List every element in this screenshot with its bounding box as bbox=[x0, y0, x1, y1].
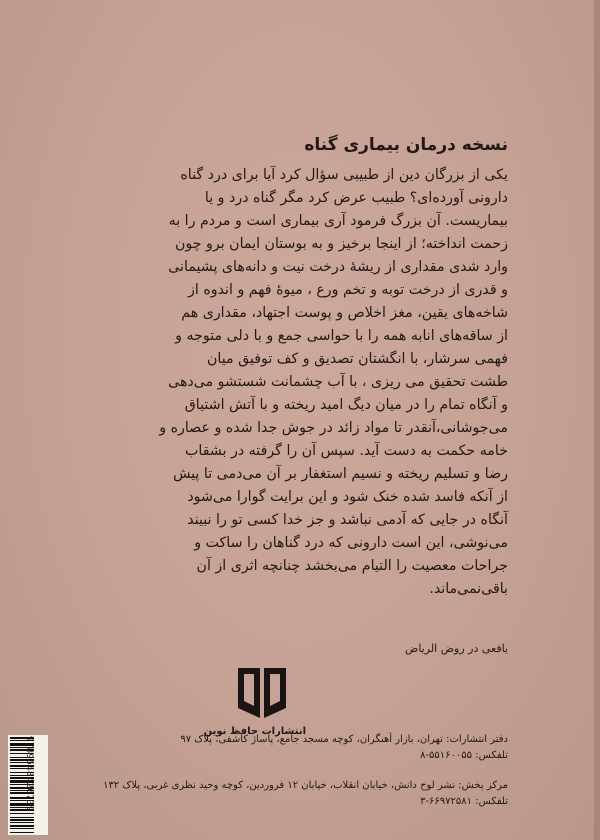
isbn-barcode bbox=[8, 735, 48, 835]
quote-source: یافعی در روض الریاض bbox=[405, 642, 508, 655]
publisher-logo-icon bbox=[232, 660, 292, 726]
publisher-info bbox=[88, 732, 508, 810]
publisher-phone: تلفکس: ۵۵۱۶۰۰۵۵-۸ bbox=[420, 750, 508, 761]
body-line: می‌جوشانی،آنقدر تا مواد زائد در جوش جدا شده و عصاره و bbox=[159, 420, 508, 436]
body-line: وارد شدی مقداری از ریشهٔ درخت نیت و دانه‌های پشیمانی bbox=[168, 259, 508, 275]
cover-edge bbox=[594, 0, 600, 840]
body-line: خامه حکمت به دست آید. سپس آن را گرفته در بشقاب bbox=[185, 443, 508, 459]
body-text bbox=[78, 164, 508, 601]
body-line: باقی‌نمی‌ماند. bbox=[429, 581, 508, 597]
body-line: جراحات معصیت را التیام می‌بخشد چنانچه اثری از آن bbox=[196, 558, 508, 574]
distributor-phone: تلفکس: ۶۶۹۷۲۵۸۱-۳ bbox=[420, 796, 508, 807]
distributor-address: مرکز پخش: نشر لوح دانش، خیابان انقلاب، خیابان ۱۲ فروردین، کوچه وحید نظری غربی، پلاک ۱۳۲ bbox=[103, 780, 508, 791]
body-line: و آنگاه تمام را در میان دیگ امید ریخته و با آتش اشتیاق bbox=[184, 397, 508, 413]
publisher-address: دفتر انتشارات: تهران، بازار آهنگران، کوچه مسجد جامع، پاساژ کاشفی، پلاک ۹۷ bbox=[180, 734, 508, 745]
body-line: از ساقه‌های انابه همه را با حواسی جمع و با دلی متوجه و bbox=[175, 328, 508, 344]
body-line: دارونی آورده‌ای؟ طبیب عرض کرد مگر گناه درد و یا bbox=[204, 190, 508, 206]
body-line: آنگاه در جایی که آدمی نباشد و جز خدا کسی تو را نبیند bbox=[187, 512, 508, 528]
isbn-digits: 9789648426739 bbox=[24, 736, 34, 812]
body-line: بیماریست. آن بزرگ فرمود آری بیماری است و مردم را به bbox=[168, 213, 508, 229]
body-line: طشت تحقیق می ریزی ، با آب چشمانت شستشو می‌دهی bbox=[168, 374, 508, 390]
body-line: و قدری از درخت توبه و تخم ورع ، میوهٔ فهم و اندوه از bbox=[188, 282, 508, 298]
body-line: زحمت انداخته؛ از اینجا برخیز و به بوستان ایمان برو چون bbox=[175, 236, 508, 252]
body-line: فهمی سرشار، با انگشتان تصدیق و کف توفیق میان bbox=[206, 351, 508, 367]
page-title: نسخه درمان بیماری گناه bbox=[304, 135, 508, 155]
body-line: شاخه‌های یقین، مغز اخلاص و پوست اجتهاد، مقداری هم bbox=[181, 305, 508, 321]
body-line: می‌نوشی، این است دارونی که درد گناهان را ساکت و bbox=[194, 535, 508, 551]
body-line: از آنکه فاسد شده خنک شود و این برایت گوارا می‌شود bbox=[187, 489, 508, 505]
publisher-logo-text: انتشارات حافظ نوین bbox=[203, 726, 306, 737]
body-line: رضا و تسلیم ریخته و نسیم استغفار بر آن می‌دمی تا پیش bbox=[173, 466, 508, 482]
body-line: یکی از بزرگان دین از طبیبی سؤال کرد آیا برای درد گناه bbox=[180, 167, 508, 183]
